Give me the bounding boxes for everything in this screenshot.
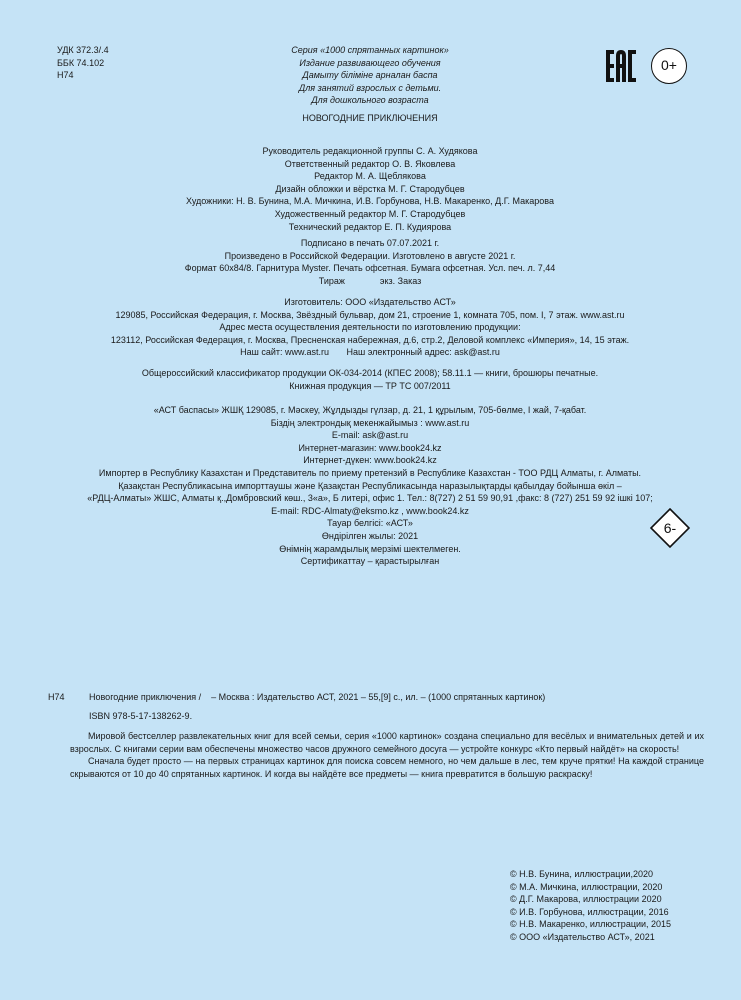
credit-line: Технический редактор Е. П. Кудиярова [288, 221, 452, 232]
print-info-block [40, 237, 700, 287]
eac-mark-icon [604, 48, 638, 84]
kz-line: E-mail: RDC-Almaty@eksmo.kz , www.book24.kz [271, 505, 469, 516]
manufacturer-line: Наш сайт: www.ast.ru Наш электронный адрес: ask@ast.ru [240, 347, 500, 358]
kz-line: Тауар белгісі: «АСТ» [327, 518, 413, 529]
kz-line: Біздің электрондық мекенжайымыз : www.ast.ru [270, 417, 470, 428]
print-line: Формат 60x84/8. Гарнитура Myster. Печать офсетная. Бумага офсетная. Усл. печ. л. 7,44 [184, 263, 556, 274]
kz-line: Интернет-дүкен: www.book24.kz [303, 455, 437, 466]
bib-line: Новогодние приключения / – Москва : Издательство АСТ, 2021 – 55,[9] с., ил. – (1000 спрятанных картинок) [89, 692, 546, 702]
copyright-line: © Н.В. Бунина, иллюстрации,2020 [510, 869, 653, 879]
series-line: Для занятий взрослых с детьми. [298, 82, 442, 93]
credit-line: Художественный редактор М. Г. Стародубцев [274, 208, 466, 219]
credit-line: Руководитель редакционной группы С. А. Худякова [262, 146, 478, 156]
abstract-paragraph: Сначала будет просто — на первых страницах картинок для поиска совсем немного, но чем дальше в лес, тем круче прятки! На каждой странице скрываются от 10 до 40 спрятанных картинок. И когда вы найдёте все предметы — книга превратится в большую раскраску! [70, 756, 704, 779]
credit-line: Ответственный редактор О. В. Яковлева [284, 158, 456, 169]
credit-line: Дизайн обложки и вёрстка М. Г. Стародубцев [275, 183, 465, 194]
series-line: Дамыту біліміне арналан баспа [302, 70, 438, 81]
kz-line: Интернет-магазин: www.book24.kz [298, 442, 442, 453]
manufacturer-line: Адрес места осуществления деятельности по изготовлению продукции: [219, 322, 521, 333]
udk-line: УДК 372.3/.4 [57, 45, 109, 55]
classifier-line: Книжная продукция — ТР ТС 007/2011 [289, 380, 451, 391]
manufacturer-line: 123112, Российская Федерация, г. Москва, Пресненская набережная, д.6, стр.2, Деловой комплекс «Империя», 14, 15 этаж. [110, 334, 630, 345]
manufacturer-line: 129085, Российская Федерация, г. Москва, Звёздный бульвар, дом 21, строение 1, комната 705, пом. I, 7 этаж. www.ast.ru [115, 309, 625, 320]
kz-line: Импортер в Республику Казахстан и Представитель по приему претензий в Республике Казахстан - ТОО РДЦ Алматы, г. Алматы. [98, 467, 642, 478]
age-rating-zero-badge: 0+ [651, 48, 687, 84]
copyright-line: © М.А. Мичкина, иллюстрации, 2020 [510, 881, 663, 892]
classifier-line: Общероссийский классификатор продукции ОК-034-2014 (КПЕС 2008); 58.11.1 — книги, брошюры печатные. [141, 368, 599, 378]
manufacturer-block [40, 296, 700, 359]
copyright-line: © Д.Г. Макарова, иллюстрации 2020 [510, 894, 662, 905]
abstract-paragraph: Мировой бестселлер развлекательных книг для всей семьи, серия «1000 картинок» создана специально для весёлых и внимательных детей и их взрослых. С книгами серии вам обеспечены множество часов дружного семейного досуга — устройте конкурс «Кто первый найдёт» на скорость! [70, 731, 704, 754]
print-line: Тираж экз. Заказ [318, 275, 422, 286]
manufacturer-line: Изготовитель: ООО «Издательство АСТ» [284, 297, 456, 307]
copyright-block [510, 868, 671, 944]
book-title: НОВОГОДНИЕ ПРИКЛЮЧЕНИЯ [302, 113, 438, 123]
series-line: Издание развивающего обучения [299, 57, 441, 68]
age-rating-six-badge [650, 508, 690, 548]
credits-block [40, 145, 700, 233]
udk-block [57, 44, 109, 82]
kz-line: «РДЦ-Алматы» ЖШС, Алматы қ.,Домбровский көш., 3«а», Б литері, офис 1. Тел.: 8(727) 2 51 59 90,91 ,факс: 8 (727) 251 59 92 ішкі 107; [87, 493, 653, 504]
credit-line: Художники: Н. В. Бунина, М.А. Мичкина, И.В. Горбунова, Н.В. Макаренко, Д.Г. Макарова [186, 196, 554, 207]
age-six-label: 6- [663, 520, 677, 536]
abstract-block [70, 730, 704, 780]
series-line: Серия «1000 спрятанных картинок» [291, 45, 449, 55]
copyright-line: © ООО «Издательство АСТ», 2021 [510, 931, 655, 942]
bbk-line: ББК 74.102 [57, 57, 105, 68]
print-line: Произведено в Российской Федерации. Изготовлено в августе 2021 г. [224, 250, 516, 261]
kz-line: Өнімнің жарамдылық мерзімі шектелмеген. [279, 543, 461, 554]
kz-line: E-mail: ask@ast.ru [331, 430, 409, 441]
copyright-line: © И.В. Горбунова, иллюстрации, 2016 [510, 906, 669, 917]
kz-line: Өндірілген жылы: 2021 [321, 530, 419, 541]
author-mark-line: Н74 [57, 70, 74, 81]
print-line: Подписано в печать 07.07.2021 г. [300, 238, 440, 248]
isbn-line: ISBN 978-5-17-138262-9. [89, 711, 193, 721]
kazakhstan-info-block [40, 404, 700, 568]
credit-line: Редактор М. А. Щеблякова [314, 171, 426, 182]
series-line: Для дошкольного возраста [311, 95, 429, 106]
kz-line: «АСТ баспасы» ЖШҚ 129085, г. Мәскеу, Жұлдызды гүлзар, д. 21, 1 құрылым, 705-бөлме, I жай, 7-қабат. [153, 405, 587, 415]
copyright-line: © Н.В. Макаренко, иллюстрации, 2015 [510, 919, 672, 930]
kz-line: Қазақстан Республикасына импорттаушы және Қазақстан Республикасында наразылықтарды қабылдау бойынша өкіл – [118, 480, 622, 491]
kz-line: Сертификаттау – қарастырылған [300, 556, 440, 567]
classifier-block [40, 367, 700, 392]
bib-code: Н74 [48, 692, 65, 702]
series-block [230, 44, 510, 107]
